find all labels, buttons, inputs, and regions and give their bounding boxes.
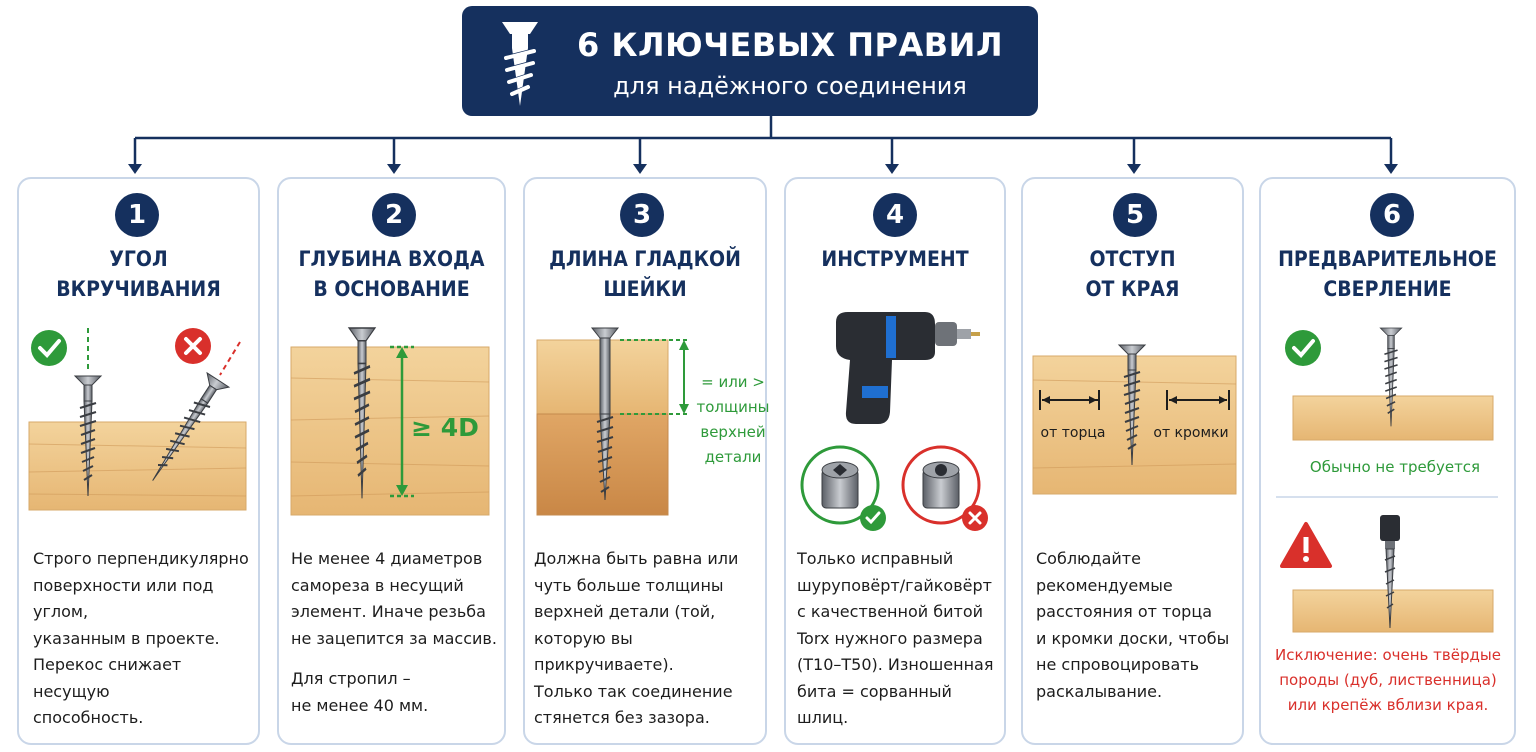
check-icon [1285, 330, 1321, 366]
warning-icon [1282, 524, 1330, 566]
rule-description-4: Только исправный шуруповёрт/гайковёрт с качественной битой Torx нужного размера (T10–T50). Изношенная бита = сорванный шлиц. [797, 549, 994, 727]
rule-number-1: 1 [115, 193, 159, 237]
rule-title-5: ОТСТУП ОТ КРАЯ [1085, 247, 1180, 301]
rule-title-2: ГЛУБИНА ВХОДА В ОСНОВАНИЕ [298, 247, 485, 301]
rule-description-1: Строго перпендикулярно поверхности или под углом, указанным в проекте. Перекос снижает несущую способность. [33, 549, 249, 727]
angle-illustration [29, 328, 246, 510]
rule-description-3: Должна быть равна или чуть больше толщины верхней детали (той, которую вы прикручиваете). Только так соединение стянется без зазора. [534, 549, 739, 727]
torx-bit-good-icon [802, 447, 886, 531]
rule-number-4: 4 [873, 193, 917, 237]
predrilling-illustration [1276, 328, 1498, 632]
no-predrill-caption: Обычно не требуется [1309, 458, 1481, 476]
torx-bit-worn-icon [903, 447, 988, 531]
rule-title-4: ИНСТРУМЕНТ [821, 247, 969, 271]
edge-distance-illustration [1033, 345, 1236, 494]
end-distance-label: от торца [1040, 425, 1106, 441]
rule-number-6: 6 [1370, 193, 1414, 237]
page-subtitle: для надёжного соединения [613, 72, 967, 100]
shank-illustration [537, 328, 690, 515]
edge-distance-label: от кромки [1153, 425, 1229, 441]
rule-title-1: УГОЛ ВКРУЧИВАНИЯ [56, 247, 221, 301]
rule-exception-6: Исключение: очень твёрдые породы (дуб, лиственница) или крепёж вблизи края. [1275, 646, 1501, 714]
drill-icon [836, 312, 980, 424]
rule-description-5: Соблюдайте рекомендуемые расстояния от торца и кромки доски, чтобы не спровоцировать раскалывание. [1036, 549, 1230, 701]
depth-illustration [291, 328, 489, 515]
page-title: 6 КЛЮЧЕВЫХ ПРАВИЛ [576, 26, 1004, 64]
rule-number-2: 2 [372, 193, 416, 237]
rule-description-2: Не менее 4 диаметров самореза в несущий элемент. Иначе резьба не зацепится за массив. [291, 549, 497, 648]
shank-dimension-label: = или > толщины верхней детали [696, 373, 770, 466]
depth-label: ≥ 4D [411, 413, 479, 442]
rule-title-6: ПРЕДВАРИТЕЛЬНОЕ СВЕРЛЕНИЕ [1278, 247, 1497, 301]
rule-note-2: Для стропил – не менее 40 мм. [291, 669, 429, 715]
check-icon [31, 330, 67, 366]
rule-title-3: ДЛИНА ГЛАДКОЙ ШЕЙКИ [549, 247, 741, 301]
rule-number-3: 3 [620, 193, 664, 237]
rule-number-5: 5 [1113, 193, 1157, 237]
